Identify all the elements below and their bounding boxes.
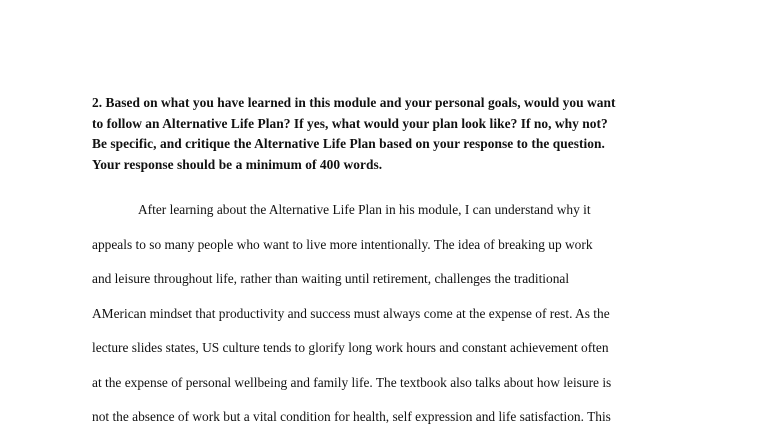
- question-line: 2. Based on what you have learned in this module and your personal goals, would you want: [92, 95, 616, 110]
- answer-line: at the expense of personal wellbeing and family life. The textbook also talks about how leisure is: [92, 374, 612, 390]
- answer-line: not the absence of work but a vital condition for health, self expression and life satisfaction. This: [92, 409, 611, 424]
- answer-line: After learning about the Alternative Life Plan in his module, I can understand why it: [138, 202, 591, 217]
- answer-line: lecture slides states, US culture tends to glorify long work hours and constant achievement often: [92, 340, 609, 355]
- answer-paragraph: [92, 193, 702, 435]
- question-line: to follow an Alternative Life Plan? If yes, what would your plan look like? If no, why not?: [92, 115, 608, 131]
- answer-line: AMerican mindset that productivity and success must always come at the expense of rest. As the: [92, 305, 610, 321]
- answer-line: appeals to so many people who want to live more intentionally. The idea of breaking up work: [92, 236, 593, 252]
- question-line: Be specific, and critique the Alternative Life Plan based on your response to the question.: [92, 136, 605, 151]
- question-prompt: [92, 93, 702, 175]
- answer-line: and leisure throughout life, rather than waiting until retirement, challenges the traditional: [92, 271, 570, 286]
- question-line: Your response should be a minimum of 400 words.: [92, 156, 383, 172]
